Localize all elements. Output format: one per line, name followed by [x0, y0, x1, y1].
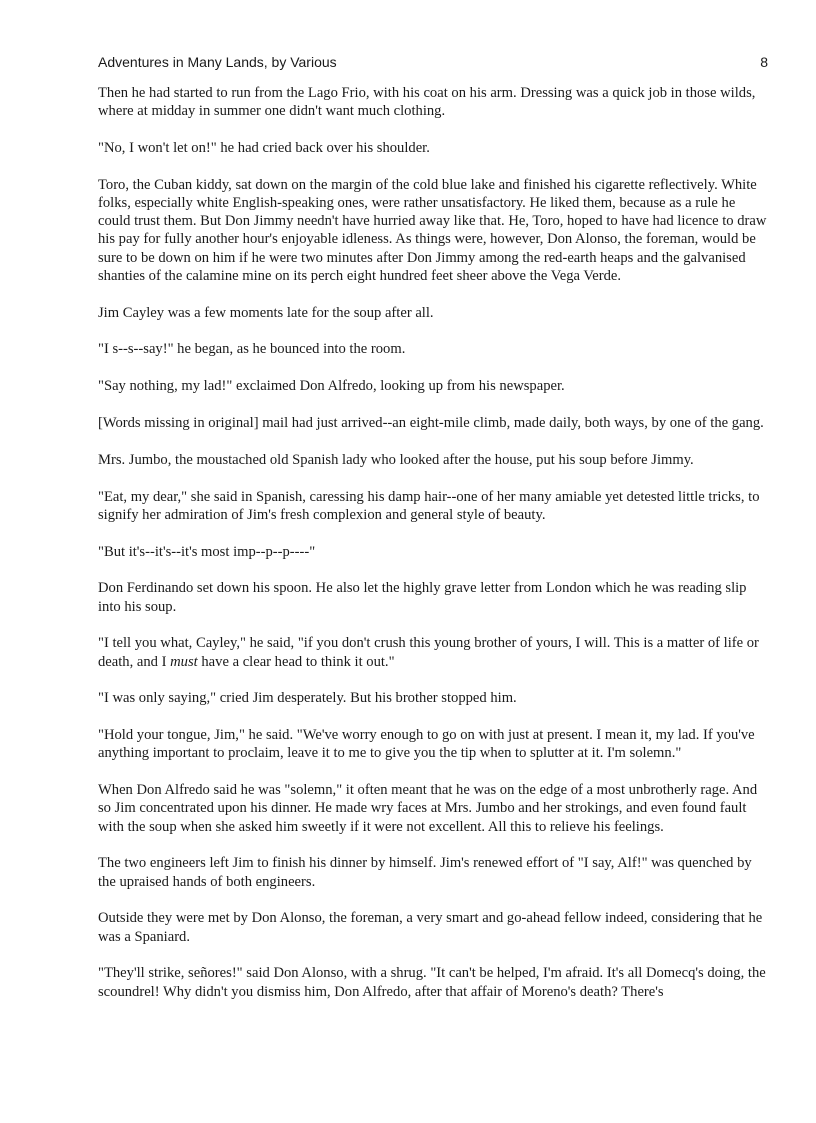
- book-title: Adventures in Many Lands, by Various: [98, 54, 337, 70]
- paragraph-3: Toro, the Cuban kiddy, sat down on the margin of the cold blue lake and finished his cigarette reflectively. White folks, especially white English-speaking ones, were rather unsatisfactory. He liked them, because as a rule he could trust them. But Don Jimmy needn't have hurried away like that. He, Toro, hoped to have had licence to draw his pay for fully another hour's enjoyable idleness. As things were, however, Don Alonso, the foreman, would be sure to be down on him if he were two minutes after Don Jimmy among the red-earth heaps and the galvanised shanties of the calamine mine on its perch eight hundred feet sheer above the Vega Verde.: [98, 176, 767, 284]
- page-number: 8: [760, 54, 768, 70]
- page-header: [98, 52, 768, 72]
- emphasis-must: must: [170, 653, 198, 670]
- paragraph-12-after: have a clear head to think it out.": [197, 653, 395, 670]
- paragraph-9: "Eat, my dear," she said in Spanish, caressing his damp hair--one of her many amiable yet detested little tricks, to signify her admiration of Jim's fresh complexion and general style of beauty.: [98, 488, 760, 523]
- paragraph-12-before: "I tell you what, Cayley," he said, "if you don't crush this young brother of yours, I will. This is a matter of life or death, and I: [98, 635, 759, 670]
- paragraph-1: Then he had started to run from the Lago Frio, with his coat on his arm. Dressing was a quick job in those wilds, where at midday in summer one didn't want much clothing.: [98, 85, 756, 120]
- paragraph-12: [98, 634, 768, 670]
- page-body: [98, 84, 768, 1001]
- paragraph-15: When Don Alfredo said he was "solemn," it often meant that he was on the edge of a most unbrotherly rage. And so Jim concentrated upon his dinner. He made wry faces at Mrs. Jumbo and her strokings, and even found fault with the soup when she asked him sweetly if it were not excellent. All this to relieve his feelings.: [98, 782, 758, 835]
- paragraph-2: "No, I won't let on!" he had cried back over his shoulder.: [98, 140, 430, 156]
- paragraph-14: "Hold your tongue, Jim," he said. "We've worry enough to go on with just at present. I mean it, my lad. If you've anything important to proclaim, leave it to me to give you the tip when to splutter at it. I'm solemn.": [98, 727, 755, 762]
- paragraph-4: Jim Cayley was a few moments late for the soup after all.: [98, 304, 434, 321]
- paragraph-8: Mrs. Jumbo, the moustached old Spanish lady who looked after the house, put his soup before Jimmy.: [98, 451, 694, 468]
- paragraph-5: "I s--s--say!" he began, as he bounced into the room.: [98, 341, 406, 358]
- paragraph-6: "Say nothing, my lad!" exclaimed Don Alfredo, looking up from his newspaper.: [98, 378, 565, 395]
- paragraph-18: "They'll strike, señores!" said Don Alonso, with a shrug. "It can't be helped, I'm afraid. It's all Domecq's doing, the scoundrel! Why didn't you dismiss him, Don Alfredo, after that affair of Moreno's death? There's: [98, 965, 766, 1000]
- paragraph-10: "But it's--it's--it's most imp--p--p----": [98, 543, 316, 560]
- paragraph-17: Outside they were met by Don Alonso, the foreman, a very smart and go-ahead fellow indeed, considering that he was a Spaniard.: [98, 910, 763, 945]
- paragraph-13: "I was only saying," cried Jim desperately. But his brother stopped him.: [98, 690, 517, 707]
- paragraph-11: Don Ferdinando set down his spoon. He also let the highly grave letter from London which he was reading slip into his soup.: [98, 580, 747, 615]
- paragraph-16: The two engineers left Jim to finish his dinner by himself. Jim's renewed effort of "I say, Alf!" was quenched by the upraised hands of both engineers.: [98, 855, 752, 890]
- paragraph-7: [Words missing in original] mail had just arrived--an eight-mile climb, made daily, both ways, by one of the gang.: [98, 415, 764, 431]
